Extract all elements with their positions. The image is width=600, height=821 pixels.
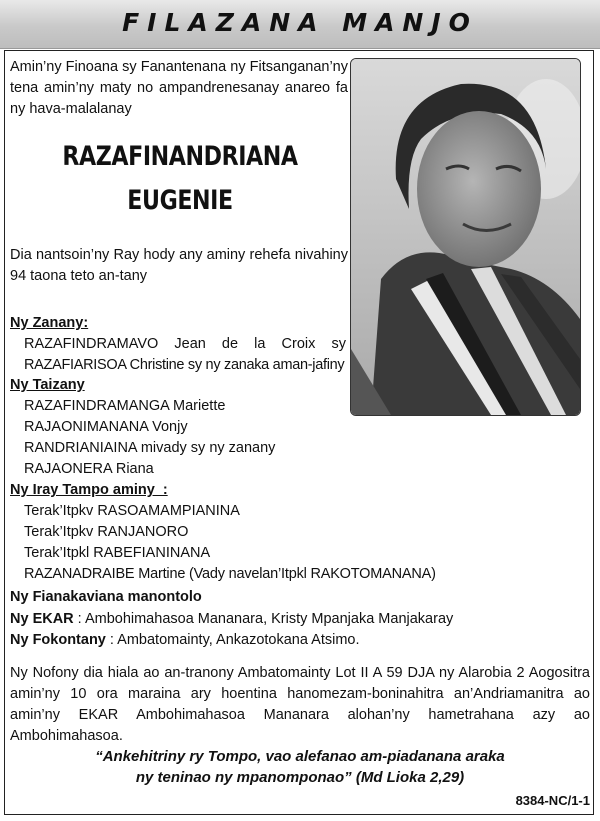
grandchild-item: RAJAONERA Riana xyxy=(24,461,154,477)
fokontany-label: Ny Fokontany xyxy=(10,632,106,648)
grandchildren-heading: Ny Taizany xyxy=(10,377,85,393)
funeral-details: Ny Nofony dia hiala ao an-tranony Ambatomainty Lot II A 59 DJA ny Alarobia 2 Aogositra amin’ny 10 ora maraina ary hoentina hanomezam-boninahitra an’Andriamanitra ao amin’ny EKAR Ambohimahasoa Mananara alohan’ny hametrahana azy ao Ambohimahasoa. xyxy=(10,665,590,744)
siblings-heading: Ny Iray Tampo aminy : xyxy=(10,482,168,498)
family-line: Ny Fianakaviana manontolo xyxy=(10,589,202,605)
portrait-photo xyxy=(350,58,581,416)
church-label: Ny EKAR xyxy=(10,611,74,627)
grandchild-item: RAJAONIMANANA Vonjy xyxy=(24,419,188,435)
deceased-name-line1: RAZAFINANDRIANA xyxy=(62,141,298,172)
grandchild-item: RANDRIANIAINA mivady sy ny zanany xyxy=(24,440,276,456)
intro-text: Amin’ny Finoana sy Fanantenana ny Fitsanganan’ny tena amin’ny maty no ampandrenesanay anareo fa ny hava-malalanay xyxy=(10,59,348,117)
grandchild-item: RAZAFINDRAMANGA Mariette xyxy=(24,398,226,414)
deceased-name-line2: EUGENIE xyxy=(127,185,233,216)
children-heading: Ny Zanany: xyxy=(10,315,89,331)
quote-line-1: “Ankehitriny ry Tompo, vao alefanao am-piadanana araka xyxy=(95,748,505,765)
fokontany-line xyxy=(10,630,360,651)
sibling-item: RAZANADRAIBE Martine (Vady navelan’Itpkl RAKOTOMANANA) xyxy=(24,566,436,582)
portrait-illustration xyxy=(351,59,580,415)
header-banner xyxy=(0,0,600,49)
children-line-2: RAZAFIARISOA Christine sy ny zanaka aman-jafiny xyxy=(24,357,345,373)
death-notice-text: Dia nantsoin’ny Ray hody any aminy rehefa nivahiny 94 taona teto an-tany xyxy=(10,247,348,284)
sibling-item: Terak’Itpkl RABEFIANINANA xyxy=(24,545,211,561)
church-line xyxy=(10,609,453,630)
quote-line-2: ny teninao ny mpanomponao” (Md Lioka 2,29) xyxy=(135,769,465,786)
page-title: FILAZANA MANJO xyxy=(122,8,478,37)
reference-code: 8384-NC/1-1 xyxy=(515,793,590,808)
sibling-item: Terak’Itpkv RASOAMAMPIANINA xyxy=(24,503,240,519)
children-line-1: RAZAFINDRAMAVO Jean de la Croix sy xyxy=(24,336,346,352)
fokontany-value: : Ambatomainty, Ankazotokana Atsimo. xyxy=(105,632,360,648)
church-value: : Ambohimahasoa Mananara, Kristy Mpanjaka Manjakaray xyxy=(73,611,454,627)
sibling-item: Terak’Itpkv RANJANORO xyxy=(24,524,189,540)
